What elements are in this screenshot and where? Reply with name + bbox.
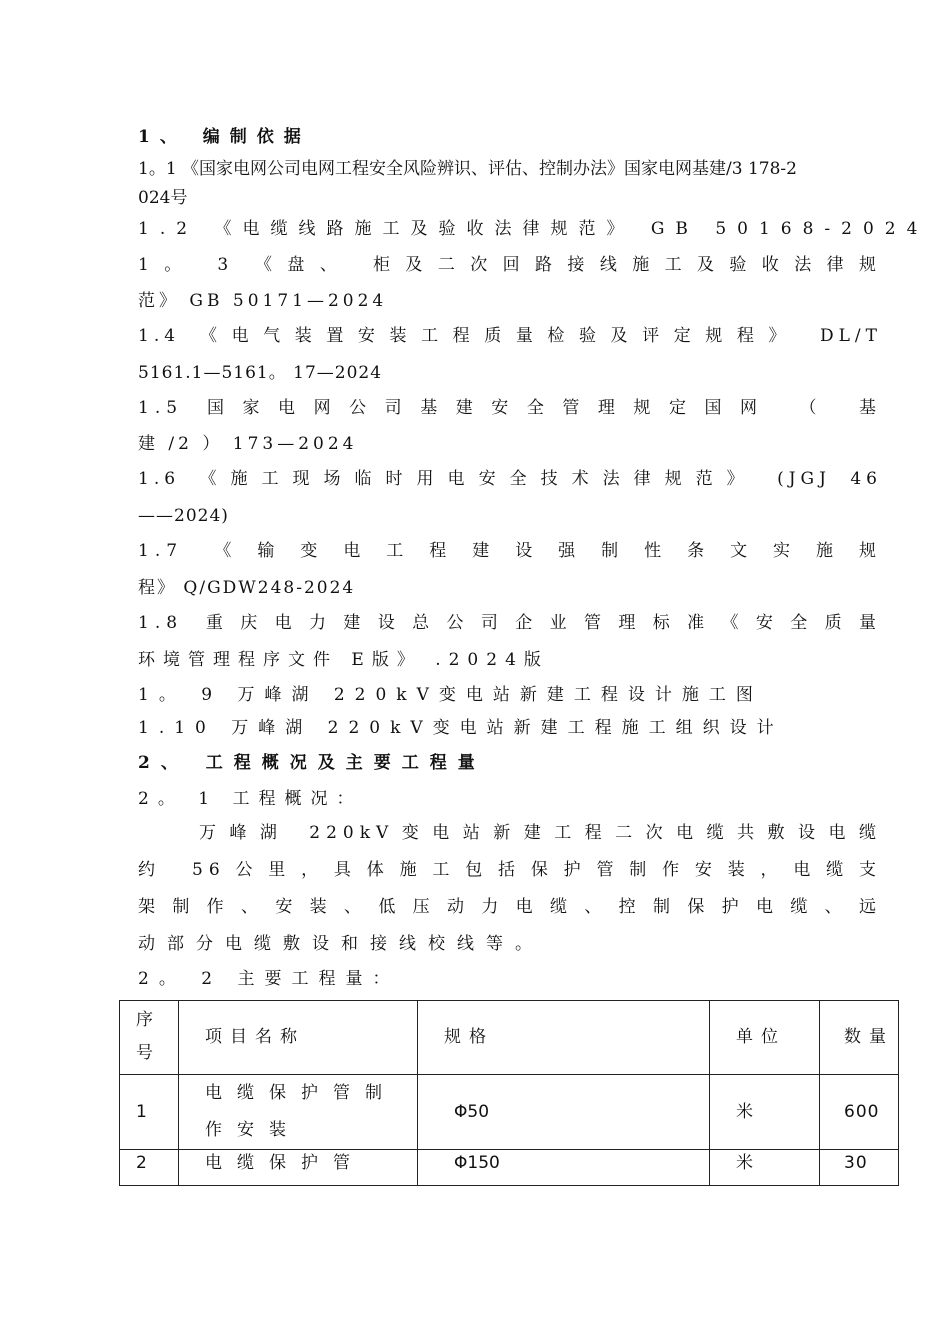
subsection-heading-2-2: 2。 2 主要工程量：	[138, 969, 400, 989]
header-cell-quantity: 数量	[820, 1001, 899, 1075]
row-cell-index: 2	[120, 1150, 179, 1186]
ref-line-1-3a: 1。 3 《盘、 柜及二次回路接线施工及验收法律规	[138, 255, 882, 275]
row-cell-spec: Φ150	[418, 1150, 710, 1186]
ref-line-1-3b: 范》 GB 50171—2024	[138, 291, 388, 311]
row-cell-item-name: 电缆保护管制作安装	[179, 1075, 418, 1150]
ref-line-1-1b: 024号	[138, 188, 188, 208]
ref-line-1-2: 1.2 《电缆线路施工及验收法律规范》 GB 50168-2024	[138, 219, 929, 239]
ref-line-1-5b: 建 /2 ） 173—2024	[138, 434, 358, 454]
table-row	[120, 1150, 899, 1186]
overview-paragraph-line-1: 万峰湖 220kV变电站新建工程二次电缆共敷设电缆	[138, 823, 882, 843]
row-cell-item-name: 电缆保护管	[179, 1150, 418, 1186]
ref-line-1-8b: 环境管理程序文件 E版》 .2024版	[138, 650, 549, 670]
overview-paragraph-line-2: 约 56公里，具体施工包括保护管制作安装，电缆支	[138, 860, 882, 880]
ref-line-1-1a: 1。1 《国家电网公司电网工程安全风险辨识、评估、控制办法》国家电网基建/3 178-2	[138, 159, 797, 179]
overview-paragraph-line-4: 动部分电缆敷设和接线校线等。	[138, 934, 544, 954]
row-cell-index: 1	[120, 1075, 179, 1150]
ref-line-1-5a: 1.5 国家电网公司基建安全管理规定国网 （ 基	[138, 398, 882, 418]
ref-line-1-7b: 程》 Q/GDW248-2024	[138, 578, 356, 598]
ref-line-1-9: 1。 9 万峰湖 220kV变电站新建工程设计施工图	[138, 685, 763, 705]
row-cell-spec: Φ50	[418, 1075, 710, 1150]
row-cell-quantity: 30	[820, 1150, 899, 1186]
ref-line-1-8a: 1.8 重庆电力建设总公司企业管理标准《安全质量	[138, 613, 882, 633]
header-cell-unit: 单位	[710, 1001, 820, 1075]
overview-paragraph-line-3: 架制作、安装、低压动力电缆、控制保护电缆、远	[138, 897, 882, 917]
subsection-heading-2-1: 2。 1 工程概况：	[138, 789, 363, 809]
row-cell-unit: 米	[710, 1150, 820, 1186]
header-cell-spec: 规格	[418, 1001, 710, 1075]
ref-line-1-6a: 1.6 《施工现场临时用电安全技术法律规范》 (JGJ 46	[138, 469, 882, 489]
table-row	[120, 1075, 899, 1150]
section-heading-1: 1、 编制依据	[138, 127, 311, 147]
row-cell-quantity: 600	[820, 1075, 899, 1150]
row-cell-unit: 米	[710, 1075, 820, 1150]
header-cell-index: 序号	[120, 1001, 179, 1075]
header-cell-item-name: 项目名称	[179, 1001, 418, 1075]
ref-line-1-6b: ——2024)	[138, 506, 229, 526]
ref-line-1-4b: 5161.1—5161。 17—2024	[138, 363, 383, 383]
ref-line-1-4a: 1.4 《电气装置安装工程质量检验及评定规程》 DL/T	[138, 326, 882, 346]
quantities-table	[119, 1000, 899, 1186]
table-header-row	[120, 1001, 899, 1075]
section-heading-2: 2、 工程概况及主要工程量	[138, 753, 486, 773]
ref-line-1-7a: 1.7 《输变电工程建设强制性条文实施规	[138, 541, 882, 561]
ref-line-1-10: 1.10 万峰湖 220kV变电站新建工程施工组织设计	[138, 718, 784, 738]
